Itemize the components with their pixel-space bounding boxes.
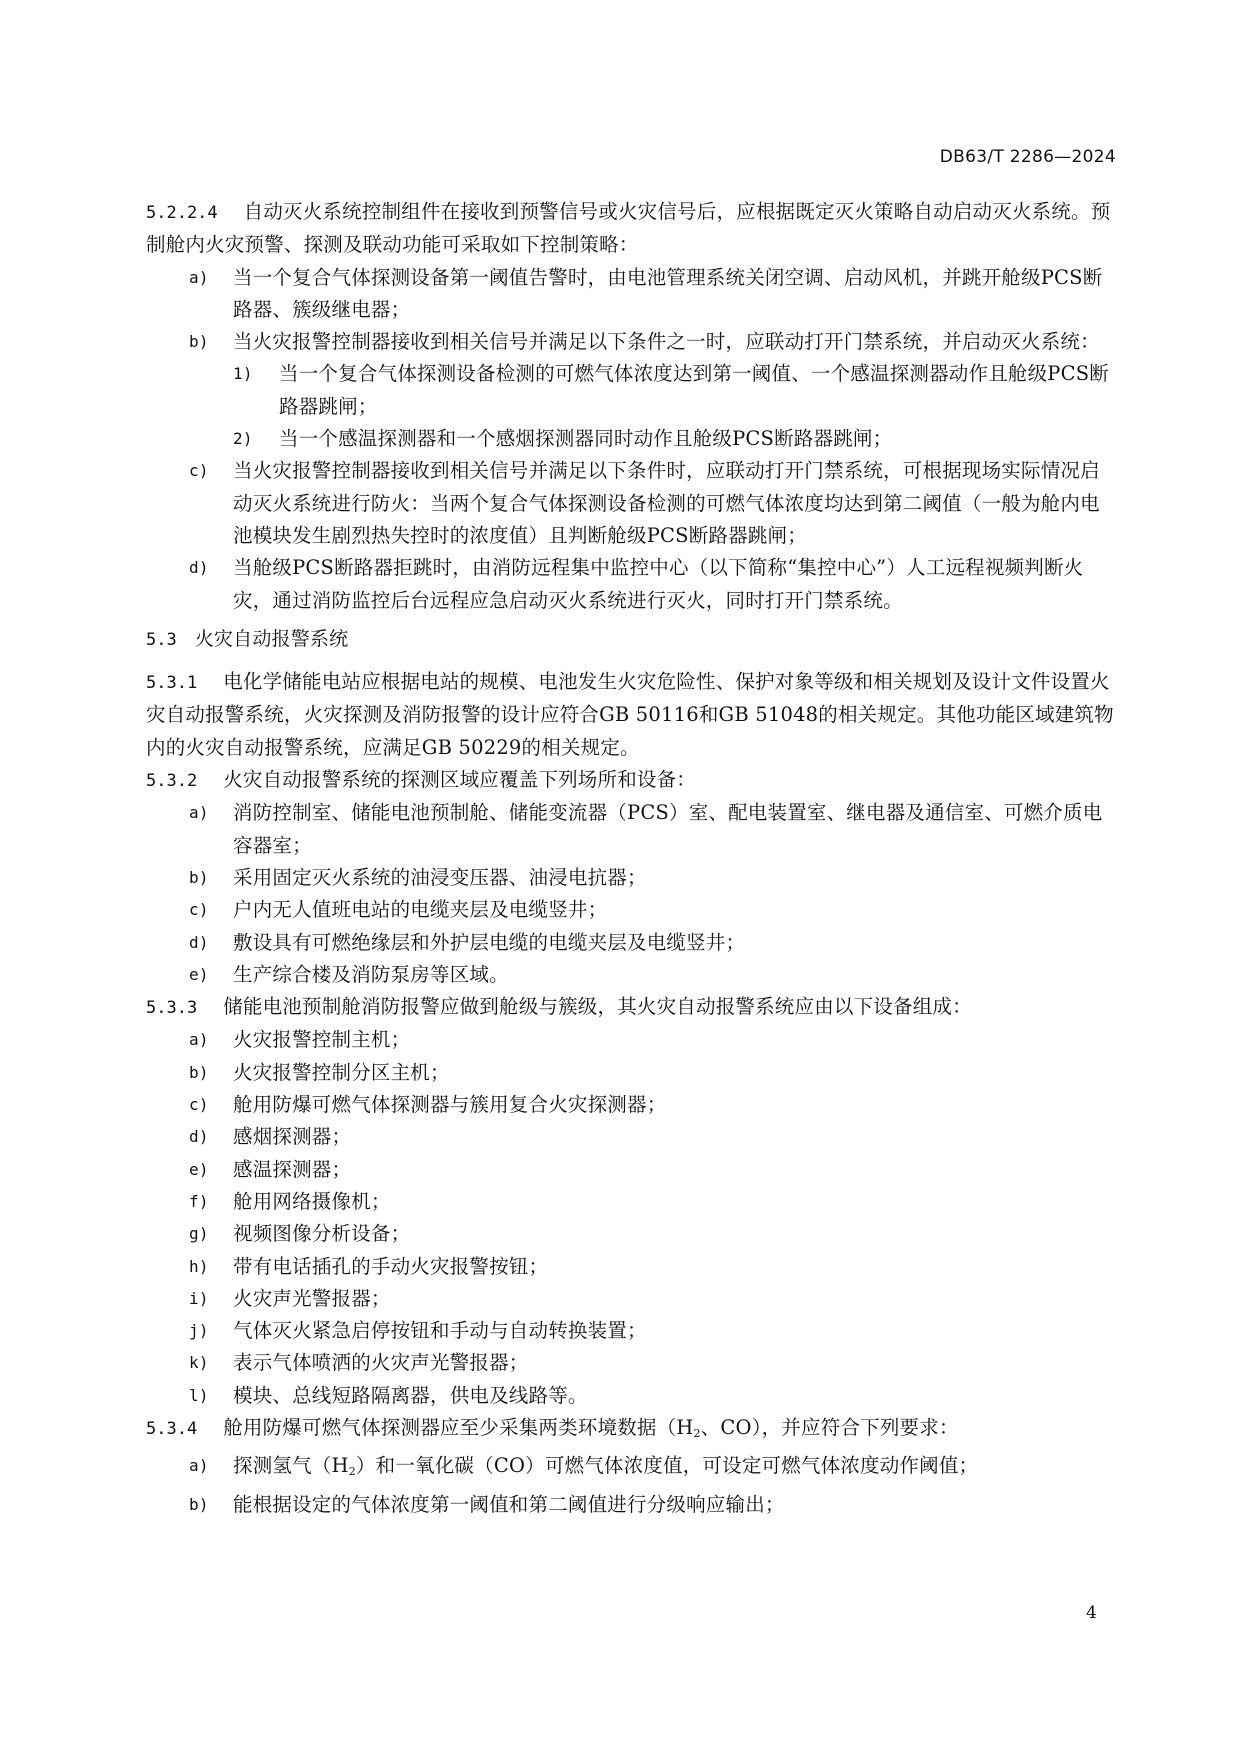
list-marker: e) — [189, 1159, 209, 1179]
list-marker: l) — [189, 1385, 209, 1405]
list-marker: k) — [189, 1353, 209, 1373]
list-text-part: ）和一氧化碳（CO）可燃气体浓度值，可设定可燃气体浓度动作阈值； — [355, 1454, 979, 1478]
section-title: 火灾自动报警系统 — [194, 627, 349, 650]
clause-text: 火灾自动报警系统的探测区域应覆盖下列场所和设备： — [223, 768, 696, 792]
list-text: 生产综合楼及消防泵房等区域。 — [233, 962, 509, 986]
clause-text: 电化学储能电站应根据电站的规模、电池发生火灾危险性、保护对象等级和相关规划及设计文件设置火灾自动报警系统，火灾探测及消防报警的设计应符合GB 50116和GB 51048的相关规定。其他功能区域建筑物内的火灾自动报警系统，应满足GB 50229的相关规定。 — [146, 670, 1114, 759]
list-marker: a) — [189, 267, 209, 287]
clause-5-3-4 — [146, 1412, 1116, 1450]
section-number: 5.3 — [146, 629, 177, 650]
section-heading — [146, 623, 1116, 656]
sub-list-marker: 2) — [233, 429, 253, 449]
list-marker: d) — [189, 932, 209, 952]
clause-text-part: 、CO），并应符合下列要求： — [700, 1415, 959, 1439]
list-text: 视频图像分析设备； — [233, 1222, 411, 1246]
page-number: 4 — [1086, 1603, 1097, 1623]
list-marker: g) — [189, 1224, 209, 1244]
list-text-part: 探测氢气（H — [233, 1454, 349, 1478]
list-item — [146, 1489, 1116, 1521]
list-text: 户内无人值班电站的电缆夹层及电缆竖井； — [233, 898, 608, 922]
list-item — [146, 1283, 1116, 1315]
list-text: 火灾报警控制主机； — [233, 1028, 411, 1052]
list-marker: a) — [189, 803, 209, 823]
list-marker: b) — [189, 867, 209, 887]
list-text: 当舱级PCS断路器拒跳时，由消防远程集中监控中心（以下简称“集控中心”）人工远程视频判断火灾，通过消防监控后台远程应急启动灭火系统进行灭火，同时打开门禁系统。 — [233, 556, 1084, 612]
list-text: 当火灾报警控制器接收到相关信号并满足以下条件之一时，应联动打开门禁系统，并启动灭火系统： — [233, 330, 1100, 354]
document-code: DB63/T 2286—2024 — [939, 147, 1116, 167]
list-marker: a) — [189, 1456, 209, 1476]
list-marker: b) — [189, 332, 209, 352]
clause-text: 储能电池预制舱消防报警应做到舱级与簇级，其火灾自动报警系统应由以下设备组成： — [223, 995, 972, 1019]
list-item — [146, 1380, 1116, 1412]
list-marker: e) — [189, 964, 209, 984]
list-text: 采用固定灭火系统的油浸变压器、油浸电抗器； — [233, 865, 647, 889]
list-text: 带有电话插孔的手动火灾报警按钮； — [233, 1254, 549, 1278]
list-item — [146, 326, 1116, 358]
list-text: 火灾声光警报器； — [233, 1286, 391, 1310]
list-text: 舱用网络摄像机； — [233, 1189, 391, 1213]
clause-text-part: 舱用防爆可燃气体探测器应至少采集两类环境数据（H — [223, 1415, 694, 1439]
list-item — [146, 1315, 1116, 1347]
subscript: 2 — [348, 1465, 356, 1479]
list-text: 敷设具有可燃绝缘层和外护层电缆的电缆夹层及电缆竖井； — [233, 930, 746, 954]
sub-list-text: 当一个复合气体探测设备检测的可燃气体浓度达到第一阈值、一个感温探测器动作且舱级PCS断路器跳闸； — [279, 362, 1109, 418]
list-marker: a) — [189, 1030, 209, 1050]
clause-5-2-2-4 — [146, 196, 1116, 262]
list-marker: b) — [189, 1494, 209, 1514]
subscript: 2 — [693, 1426, 701, 1440]
list-item — [146, 1154, 1116, 1186]
clause-5-3-3 — [146, 991, 1116, 1024]
list-marker: i) — [189, 1288, 209, 1308]
list-item — [146, 552, 1116, 617]
list-text: 舱用防爆可燃气体探测器与簇用复合火灾探测器； — [233, 1093, 667, 1117]
list-marker: b) — [189, 1062, 209, 1082]
list-text: 模块、总线短路隔离器，供电及线路等。 — [233, 1383, 588, 1407]
list-item — [146, 862, 1116, 894]
page-content — [146, 196, 1116, 1521]
clause-5-3-1 — [146, 666, 1116, 764]
list-item — [146, 262, 1116, 327]
list-item — [146, 1347, 1116, 1379]
list-item — [146, 1186, 1116, 1218]
clause-number: 5.3.3 — [146, 998, 198, 1019]
list-marker: h) — [189, 1256, 209, 1276]
list-item — [146, 1121, 1116, 1153]
list-marker: c) — [189, 1095, 209, 1115]
list-text: 火灾报警控制分区主机； — [233, 1060, 450, 1084]
list-text: 能根据设定的气体浓度第一阈值和第二阈值进行分级响应输出； — [233, 1492, 785, 1516]
list-text: 气体灭火紧急启停按钮和手动与自动转换装置； — [233, 1319, 647, 1343]
list-text: 当火灾报警控制器接收到相关信号并满足以下条件时，应联动打开门禁系统，可根据现场实际情况启动灭火系统进行防火：当两个复合气体探测设备检测的可燃气体浓度均达到第二阈值（一般为舱内电池模块发生剧烈热失控时的浓度值）且判断舱级PCS断路器跳闸； — [233, 459, 1100, 547]
sub-list-text: 当一个感温探测器和一个感烟探测器同时动作且舱级PCS断路器跳闸； — [279, 427, 893, 451]
list-item — [146, 1057, 1116, 1089]
list-item — [146, 1251, 1116, 1283]
list-text: 感烟探测器； — [233, 1125, 352, 1149]
clause-number: 5.3.2 — [146, 771, 198, 792]
list-marker: d) — [189, 1127, 209, 1147]
list-text: 表示气体喷洒的火灾声光警报器； — [233, 1351, 529, 1375]
list-marker: f) — [189, 1191, 209, 1211]
list-item — [146, 959, 1116, 991]
list-item — [146, 797, 1116, 862]
clause-text: 自动灭火系统控制组件在接收到预警信号或火灾信号后，应根据既定灭火策略自动启动灭火系统。预制舱内火灾预警、探测及联动功能可采取如下控制策略： — [146, 200, 1111, 257]
list-marker: c) — [189, 461, 209, 481]
sub-list-item — [146, 358, 1116, 423]
list-item — [146, 455, 1116, 552]
clause-number: 5.3.4 — [146, 1418, 198, 1439]
sub-list-marker: 1) — [233, 364, 253, 384]
list-item — [146, 1450, 1116, 1488]
list-item — [146, 1218, 1116, 1250]
list-item — [146, 927, 1116, 959]
list-text: 消防控制室、储能电池预制舱、储能变流器（PCS）室、配电装置室、继电器及通信室、可燃介质电容器室； — [233, 801, 1103, 857]
sub-list-item — [146, 423, 1116, 455]
list-item — [146, 1089, 1116, 1121]
clause-5-3-2 — [146, 764, 1116, 797]
list-text: 当一个复合气体探测设备第一阈值告警时，由电池管理系统关闭空调、启动风机，并跳开舱级PCS断路器、簇级继电器； — [233, 265, 1103, 321]
list-text: 感温探测器； — [233, 1157, 352, 1181]
list-item — [146, 894, 1116, 926]
clause-number: 5.2.2.4 — [146, 203, 218, 223]
list-marker: j) — [189, 1321, 209, 1341]
list-marker: d) — [189, 558, 209, 578]
list-item — [146, 1024, 1116, 1056]
list-marker: c) — [189, 900, 209, 920]
clause-number: 5.3.1 — [146, 673, 198, 694]
